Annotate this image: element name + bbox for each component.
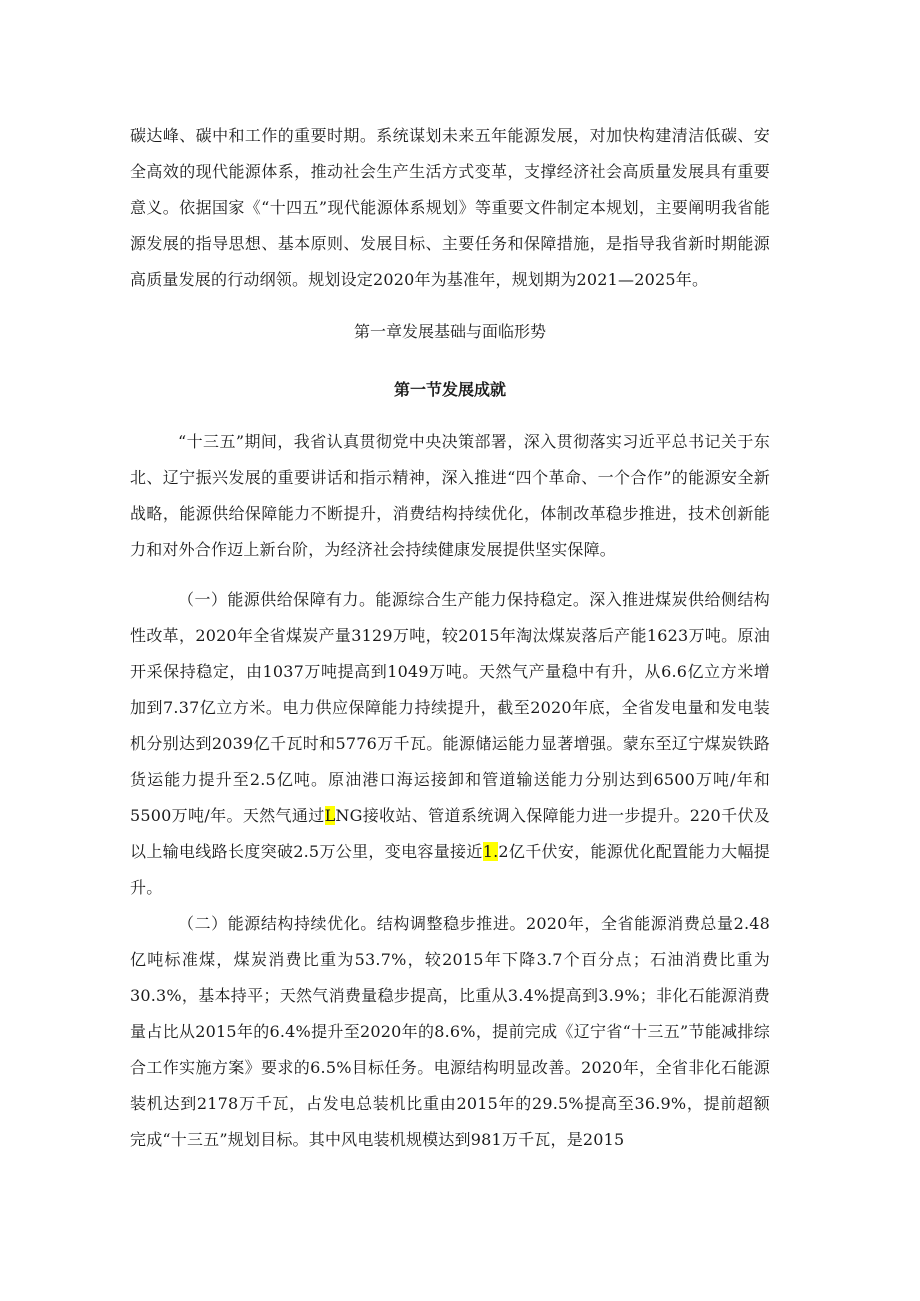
- document-page: [130, 118, 770, 1158]
- supply-text-part1: （一）能源供给保障有力。能源综合生产能力保持稳定。深入推进煤炭供给侧结构性改革，2020年全省煤炭产量3129万吨，较2015年淘汰煤炭落后产能1623万吨。原油开采保持稳定，由1037万吨提高到1049万吨。天然气产量稳中有升，从6.6亿立方米增加到7.37亿立方米。电力供应保障能力持续提升，截至2020年底，全省发电量和发电装机分别达到2039亿千瓦时和5776万千瓦。能源储运能力显著增强。蒙东至辽宁煤炭铁路货运能力提升至2.5亿吨。原油港口海运接卸和管道输送能力分别达到6500万吨/年和5500万吨/年。天然气通过: [130, 590, 770, 825]
- supply-text-part2: NG接收站、管道系统调入保障能力进一步提升。220千伏及以上输电线路长度突破2.5万公里，变电容量接近: [130, 806, 770, 861]
- structure-paragraph: （二）能源结构持续优化。结构调整稳步推进。2020年，全省能源消费总量2.48亿吨标准煤，煤炭消费比重为53.7%，较2015年下降3.7个百分点；石油消费比重为30.3%，基本持平；天然气消费量稳步提高，比重从3.4%提高到3.9%；非化石能源消费量占比从2015年的6.4%提升至2020年的8.6%，提前完成《辽宁省“十三五”节能减排综合工作实施方案》要求的6.5%目标任务。电源结构明显改善。2020年，全省非化石能源装机达到2178万千瓦，占发电总装机比重由2015年的29.5%提高至36.9%，提前超额完成“十三五”规划目标。其中风电装机规模达到981万千瓦，是2015: [130, 914, 770, 1149]
- supply-paragraph: [130, 582, 770, 906]
- highlight-2: 1.: [482, 842, 499, 861]
- section-title: 第一节发展成就: [393, 380, 506, 399]
- intro-paragraph: 碳达峰、碳中和工作的重要时期。系统谋划未来五年能源发展，对加快构建清洁低碳、安全高效的现代能源体系，推动社会生产生活方式变革，支撑经济社会高质量发展具有重要意义。依据国家《“十四五”现代能源体系规划》等重要文件制定本规划，主要阐明我省能源发展的指导思想、基本原则、发展目标、主要任务和保障措施，是指导我省新时期能源高质量发展的行动纲领。规划设定2020年为基准年，规划期为2021—2025年。: [130, 126, 770, 289]
- chapter-title: 第一章发展基础与面临形势: [353, 322, 546, 341]
- highlight-1: L: [324, 806, 336, 825]
- overview-paragraph: “十三五”期间，我省认真贯彻党中央决策部署，深入贯彻落实习近平总书记关于东北、辽宁振兴发展的重要讲话和指示精神，深入推进“四个革命、一个合作”的能源安全新战略，能源供给保障能力不断提升，消费结构持续优化，体制改革稳步推进，技术创新能力和对外合作迈上新台阶，为经济社会持续健康发展提供坚实保障。: [130, 432, 770, 559]
- supply-text-part3: 2亿千伏安，能源优化配置能力大幅提升。: [130, 842, 770, 897]
